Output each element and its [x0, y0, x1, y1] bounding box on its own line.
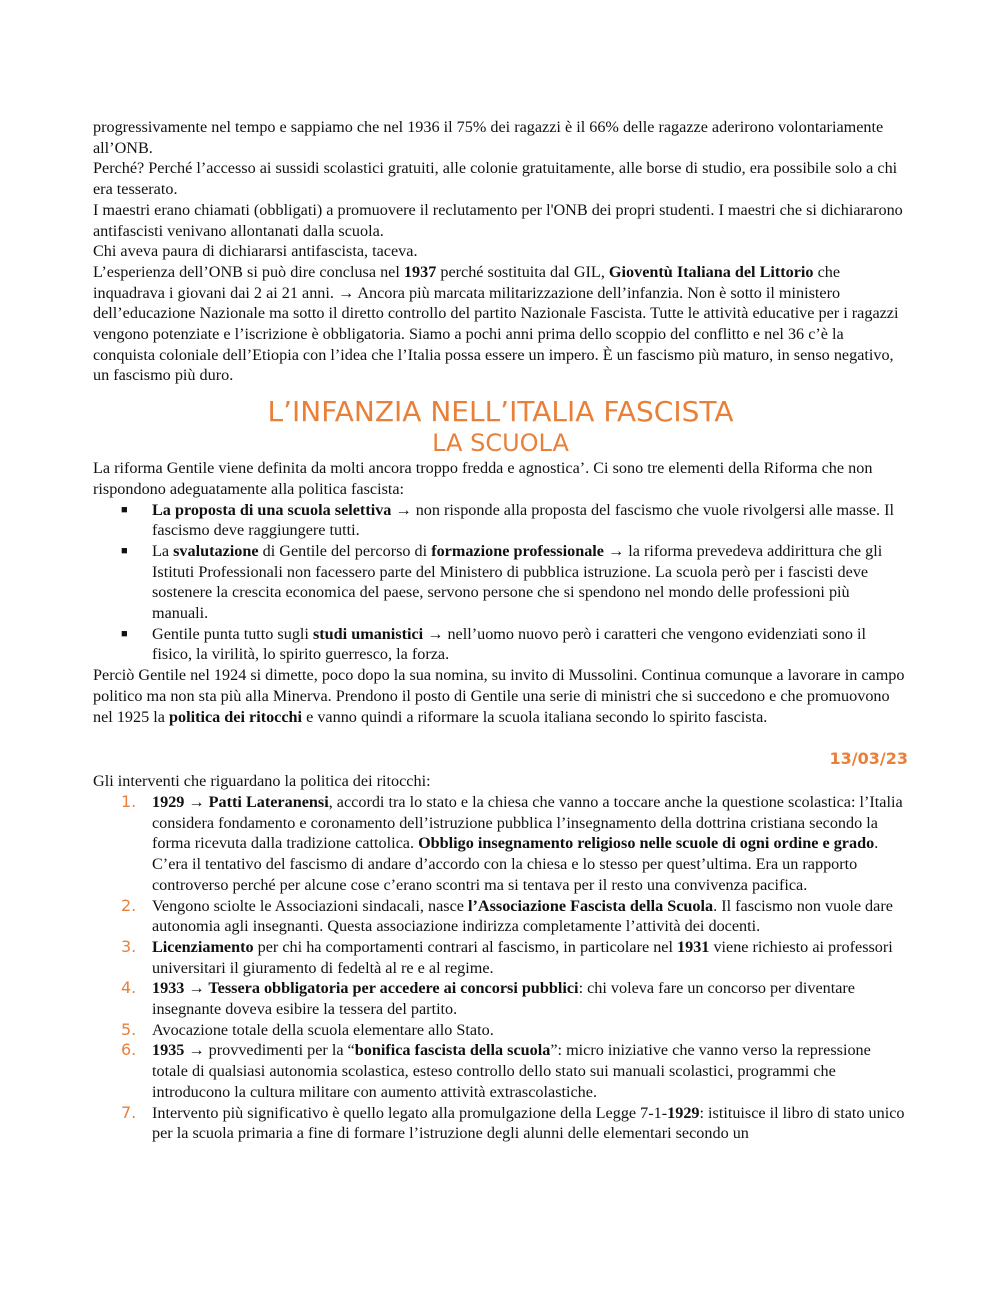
date-label: 13/03/23	[829, 749, 908, 769]
numbered-list	[93, 792, 908, 1144]
bold-text: 1931	[677, 937, 710, 956]
text-run: viene richiesto ai professori universitari il giuramento di fedeltà al re e al regime.	[152, 937, 893, 977]
text-run: per chi ha comportamenti contrari al fascismo, in particolare nel	[253, 937, 678, 956]
section-subtitle: LA SCUOLA	[432, 429, 569, 458]
paragraph	[93, 665, 908, 727]
document-page	[93, 117, 908, 1144]
text-run: : istituisce il libro di stato unico per la scuola primaria a fine di formare l’istruzione degli alunni delle elementari secondo un	[152, 1103, 905, 1143]
text-run: → nell’uomo nuovo però i caratteri che vengono evidenziati sono il fisico, la virilità, lo spirito guerresco, la forza.	[152, 624, 866, 664]
bold-text: svalutazione	[173, 541, 259, 560]
text-run: Vengono sciolte le Associazioni sindacali, nasce	[152, 896, 469, 915]
list-number: 4.	[121, 978, 137, 998]
list-number: 6.	[121, 1040, 137, 1060]
list-number: 1.	[121, 791, 137, 811]
paragraph: Perché? Perché l’accesso ai sussidi scolastici gratuiti, alle colonie gratuitamente, alle borse di studio, era possibile solo a chi era tesserato.	[93, 159, 898, 199]
text-run: La	[152, 541, 174, 560]
text-run: perché sostituita dal GIL,	[436, 262, 609, 281]
bold-text: Gioventù Italiana del Littorio	[608, 262, 814, 281]
text-run: provvedimenti per la “	[204, 1041, 355, 1060]
paragraph: I maestri erano chiamati (obbligati) a promuovere il reclutamento per l'ONB dei propri studenti. I maestri che si dichiararono antifascisti venivano allontanati dalla scuola.	[93, 200, 903, 240]
section-title: L’INFANZIA NELL’ITALIA FASCISTA	[267, 395, 734, 429]
bold-text: Obbligo insegnamento religioso nelle scuole di ogni ordine e grado	[418, 834, 875, 853]
bold-text: studi umanistici	[312, 624, 424, 643]
bold-text: 1933 → Tessera obbligatoria per accedere ai concorsi pubblici	[152, 979, 579, 998]
text-run: . Il fascismo non vuole dare autonomia agli insegnanti. Questa associazione indirizza completamente l’attività dei docenti.	[152, 896, 893, 936]
list-item	[93, 896, 908, 937]
bold-text: 1929	[667, 1103, 700, 1122]
bold-text: 1935 →	[152, 1041, 205, 1060]
paragraph: Gli interventi che riguardano la politica dei ritocchi:	[93, 772, 431, 791]
paragraph: Chi aveva paura di dichiararsi antifascista, taceva.	[93, 242, 418, 261]
text-run: L’esperienza dell’ONB si può dire conclusa nel	[93, 262, 404, 281]
list-item	[93, 1020, 908, 1041]
bullet-list	[93, 500, 908, 666]
list-item	[93, 937, 908, 978]
bold-text: bonifica fascista della scuola	[354, 1041, 551, 1060]
bold-text: 1929 → Patti Lateranensi	[152, 792, 329, 811]
list-item	[93, 792, 908, 896]
text-run: ”: micro iniziative che vanno verso la repressione totale di qualsiasi autonomia scolastica, esteso controllo dello stato sui manuali scolastici, programmi che introducono la cultura militare con aumento attività extrascolastiche.	[152, 1041, 871, 1101]
list-item	[93, 541, 908, 624]
bullet-icon: ■	[121, 503, 128, 516]
list-number: 2.	[121, 895, 137, 915]
bold-text: l’Associazione Fascista della Scuola	[468, 896, 714, 915]
paragraph	[93, 262, 908, 386]
list-number: 5.	[121, 1019, 137, 1039]
list-item	[93, 978, 908, 1019]
text-run: → non risponde alla proposta del fascismo che vuole rivolgersi alle masse. Il fascismo deve raggiungere tutti.	[152, 500, 894, 540]
list-item	[93, 624, 908, 665]
bullet-icon: ■	[121, 544, 128, 557]
list-number: 7.	[121, 1102, 137, 1122]
text-run: , accordi tra lo stato e la chiesa che vanno a toccare anche la questione scolastica: l’Italia considera fondamento e coronamento dell’istruzione pubblica l’insegnamento della dottrina cristiana secondo la forma ricevuta dalla tradizione cattolica.	[152, 792, 903, 853]
bold-text: 1937	[403, 262, 437, 281]
list-number: 3.	[121, 936, 137, 956]
text-run: → la riforma prevedeva addirittura che gli Istituti Professionali non facessero parte del Ministero di pubblica istruzione. La scuola però per i fascisti deve sostenere la crescita economica del paese, servono persone che si spendono nel mondo delle professioni più manuali.	[152, 541, 883, 623]
bold-text: La proposta di una scuola selettiva	[152, 500, 392, 519]
list-item	[93, 500, 908, 541]
text-run: Intervento più significativo è quello legato alla promulgazione della Legge 7-1-	[152, 1103, 668, 1122]
bullet-icon: ■	[121, 627, 128, 640]
text-run: : chi voleva fare un concorso per diventare insegnante doveva esibire la tessera del partito.	[152, 979, 855, 1019]
list-item	[93, 1103, 908, 1144]
bold-text: Licenziamento	[152, 937, 254, 956]
bold-text: formazione professionale	[431, 541, 604, 560]
text-run: Avocazione totale della scuola elementare allo Stato.	[152, 1020, 494, 1039]
bold-text: politica dei ritocchi	[168, 707, 303, 726]
paragraph: La riforma Gentile viene definita da molti ancora troppo fredda e agnostica’. Ci sono tre elementi della Riforma che non rispondono adeguatamente alla politica fascista:	[93, 459, 873, 498]
list-item	[93, 1040, 908, 1102]
text-run: di Gentile del percorso di	[258, 541, 432, 560]
text-run: che inquadrava i giovani dai 2 ai 21 anni. → Ancora più marcata militarizzazione dell’infanzia. Non è sotto il ministero dell’educazione Nazionale ma sotto il diretto controllo del partito Nazionale Fascista. Tutte le attività educative per i ragazzi vengono potenziate e l’iscrizione è obbligatoria. Siamo a pochi anni prima dello scoppio del conflitto e nel 36 c’è la conquista coloniale dell’Etiopia con l’idea che l’Italia possa essere un impero. È un fascismo più maturo, in senso negativo, un fascismo più duro.	[93, 262, 899, 385]
text-run: . C’era il tentativo del fascismo di andare d’accordo con la chiesa e lo stesso per quest’ultima. Era un rapporto controverso perché per alcune cose c’erano scontri ma si tentava per il resto una convivenza pacifica.	[152, 834, 879, 894]
paragraph: progressivamente nel tempo e sappiamo che nel 1936 il 75% dei ragazzi è il 66% delle ragazze aderirono volontariamente all’ONB.	[93, 118, 884, 157]
text-run: e vanno quindi a riformare la scuola italiana secondo lo spirito fascista.	[302, 707, 768, 726]
text-run: Perciò Gentile nel 1924 si dimette, poco dopo la sua nomina, su invito di Mussolini. Continua comunque a lavorare in campo politico ma non sta più alla Minerva. Prendono il posto di Gentile una serie di ministri che si succedono e che promuovono nel 1925 la	[93, 666, 905, 726]
text-run: Gentile punta tutto sugli	[152, 624, 313, 643]
